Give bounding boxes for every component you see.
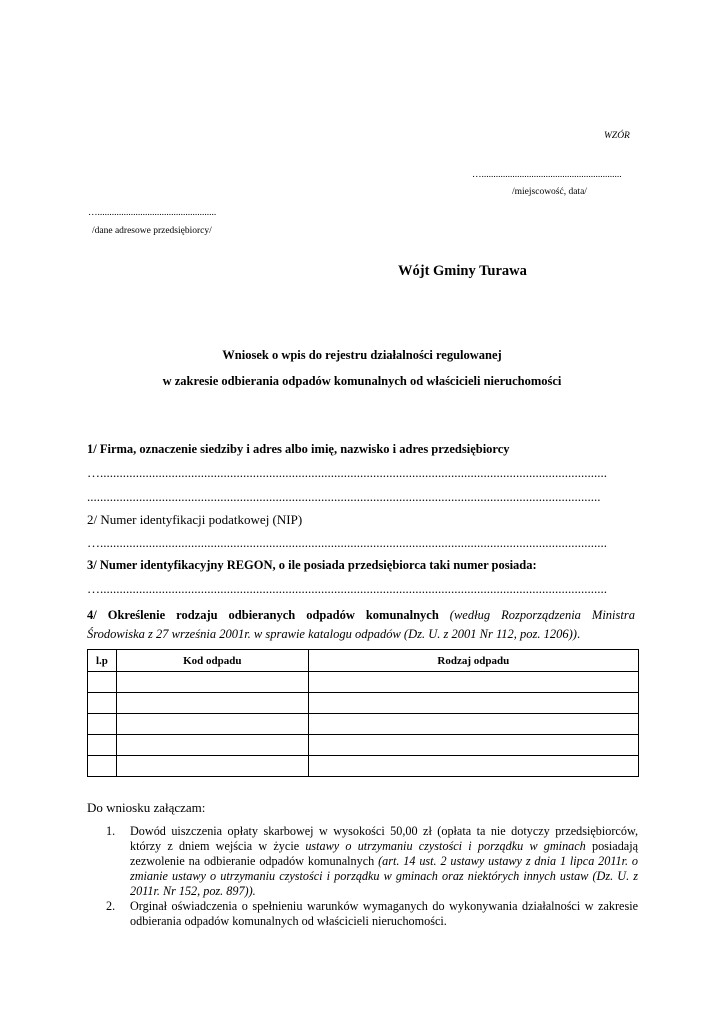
address-label: /dane adresowe przedsiębiorcy/ [92,226,212,236]
table-cell[interactable] [116,693,308,714]
attachment-item-2 [106,899,638,929]
table-cell[interactable] [308,714,638,735]
attachment-number: 2. [106,899,116,913]
table-row [88,735,639,756]
table-row [88,693,639,714]
section-1-label: 1/ Firma, oznaczenie siedziby i adres albo imię, nazwisko i adres przedsiębiorcy [87,442,510,456]
place-date-dots: …........................................................... [472,170,622,180]
section-2-label: 2/ Numer identyfikacji podatkowej (NIP) [87,512,303,527]
column-header-code: Kod odpadu [116,650,308,672]
section-4-label-line-2 [87,627,580,642]
section-4-label-end: . [576,627,581,641]
attachment-text-part: posiadają zezwolenie na odbieranie odpadów komunalnych [130,839,639,868]
attachment-text: Orginał oświadczenia o spełnieniu warunków wymaganych do wykonywania działalności w zakresie odbierania odpadów komunalnych od właścicieli nieruchomości. [130,899,638,928]
table-row [88,756,639,777]
column-header-type: Rodzaj odpadu [308,650,638,672]
attachments-intro: Do wniosku załączam: [87,800,206,815]
place-date-label: /miejscowość, data/ [512,187,587,197]
form-title-line-1: Wniosek o wpis do rejestru działalności regulowanej [222,348,502,362]
section-4-label-italic-2: Środowiska z 27 września 2001r. w sprawie katalogu odpadów (Dz. U. z 2001 Nr 112, poz. 1206)) [87,627,577,641]
table-cell[interactable] [88,714,117,735]
table-cell[interactable] [88,735,117,756]
waste-codes-table [87,649,639,777]
attachment-item-1 [106,824,638,899]
section-3-line-1: …............................................................................................................................................................ [87,582,607,596]
table-cell[interactable] [308,672,638,693]
table-header-row [88,650,639,672]
addressee: Wójt Gminy Turawa [398,263,527,279]
table-cell[interactable] [88,756,117,777]
table-cell[interactable] [308,735,638,756]
table-row [88,714,639,735]
table-cell[interactable] [308,756,638,777]
column-header-lp: l.p [88,650,117,672]
attachment-text-italic: ustawy o utrzymaniu czystości i porządku w gminach [305,839,586,853]
table-cell[interactable] [116,756,308,777]
attachment-text-part: Dowód uiszczenia opłaty skarbowej w wysokości 50,00 zł (opłata ta nie dotyczy przedsiębiorców, którzy z dniem wejścia w życie [130,824,638,853]
section-3-label: 3/ Numer identyfikacyjny REGON, o ile posiada przedsiębiorca taki numer posiada: [87,558,537,572]
table-cell[interactable] [88,672,117,693]
table-cell[interactable] [116,672,308,693]
table-cell[interactable] [116,735,308,756]
table-row [88,672,639,693]
section-1-line-2: .............................................................................................................................................................. [87,490,601,504]
section-4-label-italic-1: (według Rozporządzenia Ministra [449,608,635,622]
table-cell[interactable] [308,693,638,714]
section-2-line-1: …............................................................................................................................................................ [87,536,607,550]
section-4-label-bold: 4/ Określenie rodzaju odbieranych odpadów komunalnych [87,608,439,622]
attachment-number: 1. [106,824,116,838]
section-1-line-1: …............................................................................................................................................................ [87,466,607,480]
table-cell[interactable] [116,714,308,735]
attachment-text [130,824,638,899]
table-cell[interactable] [88,693,117,714]
attachment-text-italic: (art. 14 ust. 2 ustawy ustawy z dnia 1 lipca 2011r. o zmianie ustawy o utrzymaniu czystości i porządku w gminach oraz niektórych innych ustaw (Dz. U. z 2011r. Nr 152, poz. 897)). [130,854,639,898]
form-title-line-2: w zakresie odbierania odpadów komunalnych od właścicieli nieruchomości [162,374,562,388]
section-4-label [87,604,635,627]
template-marker: WZÓR [604,131,630,141]
address-dots: ….................................................. [88,208,217,218]
